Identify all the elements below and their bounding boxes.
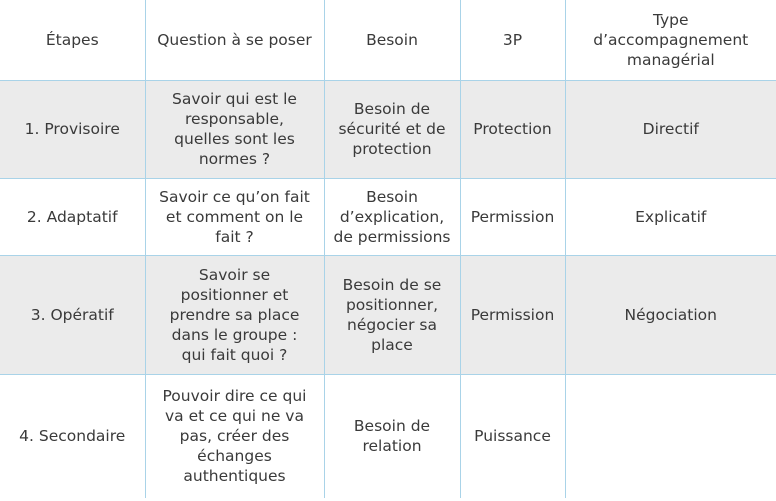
- table-row: [0, 255, 776, 374]
- cell-besoin-text: Besoin d’explication, de permissions: [333, 187, 451, 246]
- cell-type: Explicatif: [565, 178, 776, 255]
- cell-besoin-text: Besoin de sécurité et de protection: [338, 100, 446, 158]
- table-row: [0, 374, 776, 498]
- cell-type: Directif: [565, 80, 776, 178]
- cell-besoin: [324, 80, 460, 178]
- cell-question-text: Savoir se positionner et prendre sa place dans le groupe : qui fait quoi ?: [169, 265, 300, 364]
- cell-question: [145, 255, 324, 374]
- cell-etape: 4. Secondaire: [0, 374, 145, 498]
- table-header-row: [0, 0, 776, 80]
- header-type-label: Type d’accompagnement managérial: [593, 10, 749, 69]
- cell-question: [145, 374, 324, 498]
- cell-etape: 3. Opératif: [0, 255, 145, 374]
- cell-question: [145, 178, 324, 255]
- header-question: Question à se poser: [145, 0, 324, 80]
- cell-3p: Permission: [460, 178, 565, 255]
- cell-type: [565, 374, 776, 498]
- cell-etape: 1. Provisoire: [0, 80, 145, 178]
- header-besoin: Besoin: [324, 0, 460, 80]
- cell-besoin: [324, 178, 460, 255]
- cell-besoin: [324, 255, 460, 374]
- cell-question-text: Savoir qui est le responsable, quelles sont les normes ?: [172, 90, 297, 168]
- header-type: [565, 0, 776, 80]
- cell-question-text: Pouvoir dire ce qui va et ce qui ne va pas, créer des échanges authentiques: [162, 387, 307, 486]
- cell-3p: Puissance: [460, 374, 565, 498]
- cell-question: [145, 80, 324, 178]
- cell-3p: Permission: [460, 255, 565, 374]
- cell-3p: Protection: [460, 80, 565, 178]
- cell-besoin-text: Besoin de se positionner, négocier sa place: [342, 275, 442, 354]
- header-3p: 3P: [460, 0, 565, 80]
- cell-etape: 2. Adaptatif: [0, 178, 145, 255]
- table-row: [0, 80, 776, 178]
- cell-besoin-text: Besoin de relation: [353, 417, 431, 456]
- cell-besoin: [324, 374, 460, 498]
- cell-question-text: Savoir ce qu’on fait et comment on le fait ?: [159, 187, 310, 246]
- table-row: [0, 178, 776, 255]
- cell-type: Négociation: [565, 255, 776, 374]
- header-etapes: Étapes: [0, 0, 145, 80]
